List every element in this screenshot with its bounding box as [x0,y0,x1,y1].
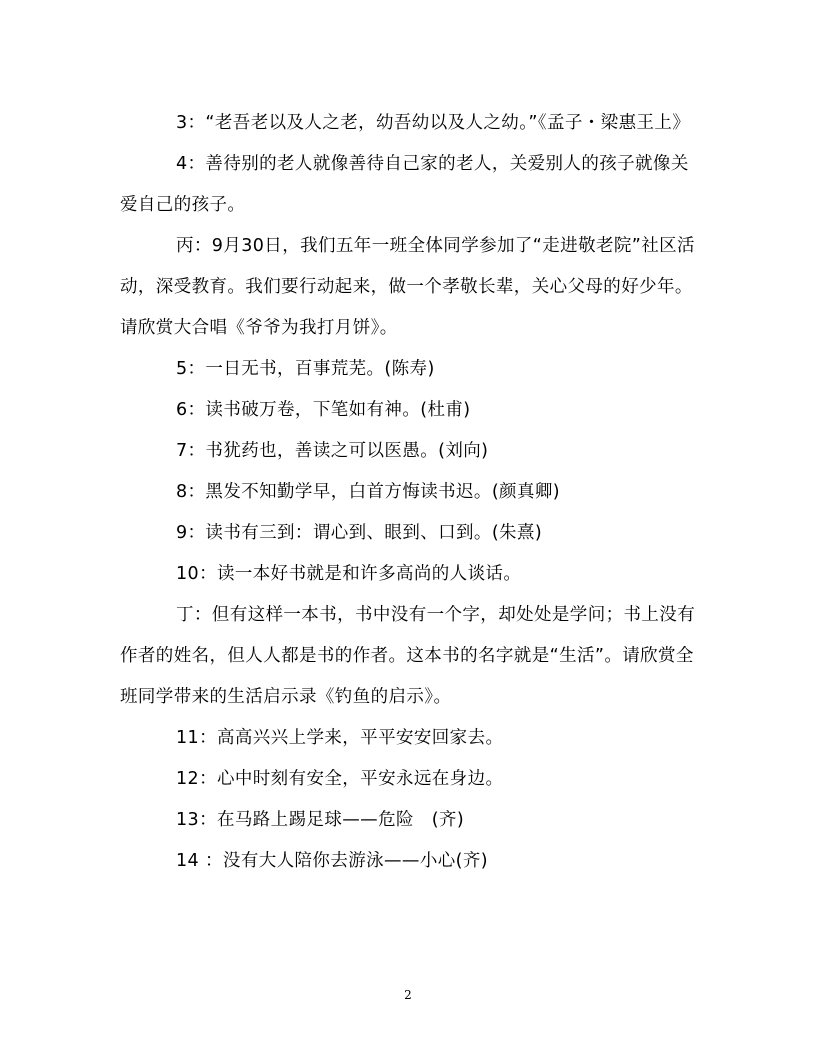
paragraph-quote-7: 7：书犹药也，善读之可以医愚。(刘向) [176,441,489,461]
paragraph-ding-intro: 丁：但有这样一本书，书中没有一个字，却处处是学问；书上没有作者的姓名，但人人都是书的作者。这本书的名字就是“生活”。请欣赏全班同学带来的生活启示录《钓鱼的启示》。 [120,605,696,707]
paragraph-quote-10: 10：读一本好书就是和许多高尚的人谈话。 [176,564,522,584]
paragraph-quote-6: 6：读书破万卷，下笔如有神。(杜甫) [176,400,471,420]
paragraph-quote-12: 12：心中时刻有安全，平安永远在身边。 [176,769,504,789]
paragraph-quote-13: 13：在马路上踢足球——危险 (齐) [176,810,465,830]
paragraph-quote-3: 3：“老吾老以及人之老，幼吾幼以及人之幼。”《孟子・梁惠王上》 [176,113,691,133]
paragraph-quote-4: 4：善待别的老人就像善待自己家的老人，关爱别人的孩子就像关爱自己的孩子。 [120,154,689,215]
paragraph-quote-9: 9：读书有三到：谓心到、眼到、口到。(朱熹) [176,523,543,543]
paragraph-bing-intro: 丙：9月30日，我们五年一班全体同学参加了“走进敬老院”社区活动，深受教育。我们要行动起来，做一个孝敬长辈，关心父母的好少年。请欣赏大合唱《爷爷为我打月饼》。 [120,236,695,338]
paragraph-quote-11: 11：高高兴兴上学来，平平安安回家去。 [176,728,504,748]
document-body [120,103,700,882]
page-number: 2 [404,988,412,1002]
paragraph-quote-14: 14 ：没有大人陪你去游泳——小心(齐) [176,851,488,871]
paragraph-quote-8: 8：黑发不知勤学早，白首方悔读书迟。(颜真卿) [176,482,560,502]
paragraph-quote-5: 5：一日无书，百事荒芜。(陈寿) [176,359,435,379]
